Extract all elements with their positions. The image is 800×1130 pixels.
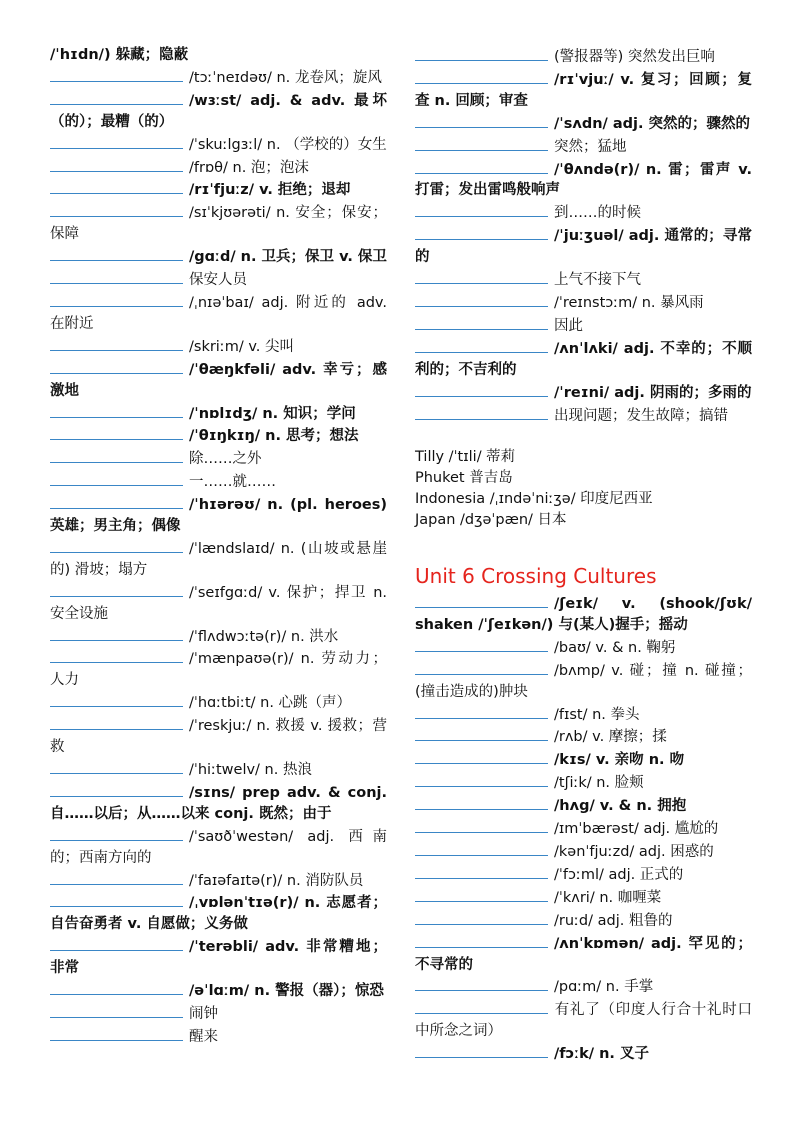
answer-blank[interactable] — [415, 794, 548, 810]
proper-noun: Phuket 普吉岛 — [415, 470, 513, 487]
vocab-entry — [415, 201, 752, 224]
answer-blank[interactable] — [50, 781, 183, 797]
answer-blank[interactable] — [50, 691, 183, 707]
answer-blank[interactable] — [50, 358, 183, 374]
answer-blank[interactable] — [415, 909, 548, 925]
vocab-entry — [50, 758, 387, 781]
vocab-entry — [50, 447, 387, 470]
vocab-text: /ˈreskjuː/ n. 救援 v. 援救；营救 — [50, 718, 387, 756]
vocab-text: 出现问题；发生故障；搞错 — [554, 407, 728, 424]
vocab-entry — [50, 268, 387, 291]
answer-blank[interactable] — [415, 659, 548, 675]
vocab-text: /ˈterəbli/ adv. 非常糟地；非常 — [50, 939, 387, 977]
vocab-entry — [50, 156, 387, 179]
vocab-entry — [415, 794, 752, 817]
vocab-text: /ruːd/ adj. 粗鲁的 — [554, 912, 673, 929]
vocab-text: 闹钟 — [189, 1005, 218, 1022]
answer-blank[interactable] — [415, 592, 548, 608]
vocab-entry — [50, 979, 387, 1002]
answer-blank[interactable] — [50, 1025, 183, 1041]
answer-blank[interactable] — [415, 68, 548, 84]
answer-blank[interactable] — [50, 625, 183, 641]
vocab-text: /ˈhiːtwelv/ n. 热浪 — [189, 762, 312, 778]
vocab-entry — [415, 659, 752, 703]
vocab-entry — [50, 825, 387, 869]
vocab-text: /fɪst/ n. 拳头 — [554, 706, 640, 723]
vocab-entry — [50, 201, 387, 245]
vocab-text: /ˌvɒlənˈtɪə(r)/ n. 志愿者；自告奋勇者 v. 自愿做；义务做 — [50, 895, 387, 933]
answer-blank[interactable] — [50, 935, 183, 951]
vocab-text: /ʌnˈkɒmən/ adj. 罕见的；不寻常的 — [415, 935, 752, 973]
answer-blank[interactable] — [50, 537, 183, 553]
answer-blank[interactable] — [50, 291, 183, 307]
vocab-entry — [415, 268, 752, 291]
answer-blank[interactable] — [415, 404, 548, 420]
answer-blank[interactable] — [50, 714, 183, 730]
vocab-text: (警报器等) 突然发出巨响 — [554, 49, 715, 65]
vocab-entry — [415, 291, 752, 314]
answer-blank[interactable] — [415, 291, 548, 307]
vocab-text: /ʃeɪk/ v. (shook/ʃʊk/ shaken /ˈʃeɪkən/) 与(某人)握手；摇动 — [415, 596, 752, 633]
answer-blank[interactable] — [50, 424, 183, 440]
vocab-text: /ˈsʌdn/ adj. 突然的；骤然的 — [554, 115, 751, 132]
vocab-entry — [50, 1002, 387, 1025]
vocab-entry — [415, 725, 752, 748]
vocab-entry — [415, 158, 752, 202]
vocab-entry — [50, 935, 387, 979]
vocab-text: /ˈθɪŋkɪŋ/ n. 思考；想法 — [189, 428, 359, 445]
answer-blank[interactable] — [50, 825, 183, 841]
vocab-entry — [50, 1025, 387, 1048]
vocab-text: /ˈflʌdwɔːtə(r)/ n. 洪水 — [189, 628, 339, 645]
unit6-entries — [415, 592, 752, 1065]
vocab-entry — [415, 840, 752, 863]
right-entries — [415, 45, 752, 426]
answer-blank[interactable] — [50, 268, 183, 284]
vocab-text: /tɔːˈneɪdəʊ/ n. 龙卷风；旋风 — [189, 69, 382, 86]
answer-blank[interactable] — [415, 886, 548, 902]
answer-blank[interactable] — [415, 45, 548, 61]
vocab-entry — [50, 714, 387, 758]
answer-blank[interactable] — [415, 158, 548, 174]
vocab-text: /əˈlɑːm/ n. 警报（器）；惊恐 — [189, 983, 384, 1000]
vocab-text: /sɪns/ prep adv. & conj. 自……以后；从……以来 conj. 既然；由于 — [50, 784, 387, 822]
vocab-text: /pɑːm/ n. 手掌 — [554, 979, 654, 996]
vocab-text: /tʃiːk/ n. 脸颊 — [554, 775, 644, 792]
vocab-text: /ʌnˈlʌki/ adj. 不幸的；不顺利的；不吉利的 — [415, 340, 752, 378]
vocab-text: /ˈlændslaɪd/ n. (山坡或悬崖的) 滑坡；塌方 — [50, 540, 387, 578]
vocab-entry — [50, 691, 387, 714]
answer-blank[interactable] — [415, 840, 548, 856]
answer-blank[interactable] — [415, 748, 548, 764]
answer-blank[interactable] — [415, 1042, 548, 1058]
vocab-entry — [415, 45, 752, 68]
vocab-text: /ˈθʌndə(r)/ n. 雷；雷声 v. 打雷；发出雷鸣般响声 — [415, 161, 752, 199]
vocab-entry — [50, 891, 387, 935]
vocab-text: /ˈθæŋkfəli/ adv. 幸亏；感激地 — [50, 361, 387, 399]
vocab-text: /rɪˈfjuːz/ v. 拒绝；退却 — [189, 182, 351, 199]
vocab-text: 醒来 — [189, 1028, 218, 1045]
vocab-text: 保安人员 — [189, 272, 247, 289]
vocab-entry — [415, 68, 752, 112]
answer-blank[interactable] — [50, 758, 183, 774]
proper-noun: Japan /dʒəˈpæn/ 日本 — [415, 512, 567, 529]
answer-blank[interactable] — [415, 975, 548, 991]
vocab-entry — [50, 66, 387, 89]
vocab-text: /sɪˈkjʊərəti/ n. 安全；保安；保障 — [50, 205, 387, 243]
answer-blank[interactable] — [50, 1002, 183, 1018]
vocab-text: 除……之外 — [189, 451, 262, 468]
vocab-text: /ˈhɪdn/) 躲藏；隐蔽 — [50, 47, 189, 63]
vocab-entry — [50, 178, 387, 201]
answer-blank[interactable] — [415, 135, 548, 151]
vocab-text: /ˈhɑːtbiːt/ n. 心跳（声） — [189, 695, 352, 712]
vocab-text: /bʌmp/ v. 碰；撞 n. 碰撞；(撞击造成的)肿块 — [415, 662, 752, 700]
vocab-entry — [50, 581, 387, 625]
vocab-entry — [415, 592, 752, 636]
answer-blank[interactable] — [415, 703, 548, 719]
vocab-text: /ɪmˈbærəst/ adj. 尴尬的 — [554, 821, 719, 838]
vocab-text: /ˈreɪnstɔːm/ n. 暴风雨 — [554, 294, 704, 311]
answer-blank[interactable] — [50, 979, 183, 995]
proper-noun-list — [415, 447, 752, 531]
vocab-entry — [415, 771, 752, 794]
answer-blank[interactable] — [415, 224, 548, 240]
vocab-text: /rʌb/ v. 摩擦；揉 — [554, 729, 667, 746]
vocab-text: 有礼了（印度人行合十礼时口中所念之词） — [415, 1002, 752, 1040]
vocab-entry — [50, 358, 387, 402]
vocab-entry — [50, 402, 387, 425]
vocab-entry — [50, 424, 387, 447]
vocab-entry — [415, 314, 752, 337]
answer-blank[interactable] — [50, 89, 183, 105]
vocab-entry — [415, 112, 752, 135]
vocab-entry — [50, 335, 387, 358]
answer-blank[interactable] — [415, 337, 548, 353]
answer-blank[interactable] — [50, 245, 183, 261]
vocab-text: /ˈfaɪəfaɪtə(r)/ n. 消防队员 — [189, 872, 364, 889]
vocab-entry — [415, 404, 752, 427]
vocab-entry — [50, 245, 387, 268]
answer-blank[interactable] — [50, 447, 183, 463]
vocab-text: 上气不接下气 — [554, 272, 641, 289]
vocab-entry — [415, 381, 752, 404]
answer-blank[interactable] — [50, 133, 183, 149]
proper-noun: Tilly /ˈtɪli/ 蒂莉 — [415, 449, 516, 466]
answer-blank[interactable] — [415, 314, 548, 330]
vocab-entry — [50, 133, 387, 156]
proper-noun: Indonesia /ˌɪndəˈniːʒə/ 印度尼西亚 — [415, 491, 653, 508]
vocab-text: 因此 — [554, 317, 583, 334]
answer-blank[interactable] — [50, 156, 183, 172]
vocab-entry — [415, 886, 752, 909]
vocab-text: /gɑːd/ n. 卫兵；保卫 v. 保卫 — [189, 249, 387, 266]
vocab-entry — [415, 998, 752, 1042]
vocab-text: /kənˈfjuːzd/ adj. 困惑的 — [554, 844, 714, 860]
answer-blank[interactable] — [415, 725, 548, 741]
answer-blank[interactable] — [415, 863, 548, 879]
vocab-text: /skriːm/ v. 尖叫 — [189, 338, 295, 355]
vocab-text: /ˈnɒlɪdʒ/ n. 知识；学问 — [189, 405, 356, 422]
vocab-text: 到……的时候 — [554, 205, 641, 222]
vocab-text: /ˈjuːʒuəl/ adj. 通常的；寻常的 — [415, 228, 752, 266]
vocab-entry — [50, 869, 387, 892]
answer-blank[interactable] — [415, 381, 548, 397]
answer-blank[interactable] — [50, 335, 183, 351]
vocab-entry — [50, 45, 387, 66]
vocab-text: /rɪˈvjuː/ v. 复习；回顾；复查 n. 回顾；审查 — [415, 71, 752, 109]
vocab-entry — [415, 337, 752, 381]
vocab-text: /ˈmænpaʊə(r)/ n. 劳动力；人力 — [50, 651, 387, 689]
answer-blank[interactable] — [50, 402, 183, 418]
unit-title: Unit 6 Crossing Cultures — [415, 564, 657, 589]
answer-blank[interactable] — [50, 869, 183, 885]
answer-blank[interactable] — [50, 891, 183, 907]
answer-blank[interactable] — [50, 581, 183, 597]
answer-blank[interactable] — [50, 493, 183, 509]
vocab-text: /hʌg/ v. & n. 拥抱 — [554, 798, 687, 815]
vocab-text: /wɜːst/ adj. & adv. 最坏（的）；最糟（的） — [50, 92, 387, 130]
vocab-entry — [415, 135, 752, 158]
answer-blank[interactable] — [50, 66, 183, 82]
right-column — [415, 45, 752, 1065]
vocab-text: /frɒθ/ n. 泡；泡沫 — [189, 159, 309, 176]
vocab-text: /ˈskuːlgɜːl/ n. （学校的）女生 — [189, 136, 387, 153]
vocab-entry — [415, 224, 752, 268]
vocab-entry — [415, 975, 752, 998]
vocab-entry — [415, 932, 752, 976]
answer-blank[interactable] — [50, 178, 183, 194]
answer-blank[interactable] — [415, 201, 548, 217]
vocab-entry — [415, 703, 752, 726]
vocab-text: /ˌnɪəˈbaɪ/ adj. 附近的 adv. 在附近 — [50, 294, 387, 332]
answer-blank[interactable] — [50, 470, 183, 486]
vocab-text: 突然；猛地 — [554, 138, 627, 155]
vocab-text: /ˈsaʊðˈwestən/ adj. 西南的；西南方向的 — [50, 828, 387, 866]
vocab-entry — [50, 781, 387, 825]
answer-blank[interactable] — [415, 112, 548, 128]
vocab-entry — [50, 647, 387, 691]
vocab-text: 一……就…… — [189, 474, 276, 491]
vocab-text: /ˈhɪərəʊ/ n. (pl. heroes) 英雄；男主角；偶像 — [50, 497, 387, 535]
vocab-entry — [50, 493, 387, 537]
left-column — [50, 45, 387, 1048]
vocab-entry — [50, 537, 387, 581]
vocab-text: /kɪs/ v. 亲吻 n. 吻 — [554, 752, 685, 769]
answer-blank[interactable] — [50, 201, 183, 217]
answer-blank[interactable] — [50, 647, 183, 663]
vocab-entry — [415, 1042, 752, 1065]
vocab-entry — [50, 625, 387, 648]
answer-blank[interactable] — [415, 771, 548, 787]
vocab-text: /ˈfɔːml/ adj. 正式的 — [554, 866, 684, 883]
vocab-text: /ˈkʌri/ n. 咖喱菜 — [554, 889, 662, 906]
vocab-entry — [415, 909, 752, 932]
answer-blank[interactable] — [415, 817, 548, 833]
vocab-text: /ˈseɪfgɑːd/ v. 保护；捍卫 n. 安全设施 — [50, 584, 387, 622]
vocab-entry — [415, 636, 752, 659]
vocab-entry — [50, 291, 387, 335]
vocab-text: /ˈreɪni/ adj. 阴雨的；多雨的 — [554, 384, 752, 401]
vocab-entry — [50, 470, 387, 493]
vocab-text: /baʊ/ v. & n. 鞠躬 — [554, 639, 676, 656]
vocab-entry — [415, 748, 752, 771]
vocab-text: /fɔːk/ n. 叉子 — [554, 1046, 649, 1063]
vocab-entry — [415, 817, 752, 840]
answer-blank[interactable] — [415, 932, 548, 948]
vocab-entry — [50, 89, 387, 133]
answer-blank[interactable] — [415, 636, 548, 652]
answer-blank[interactable] — [415, 268, 548, 284]
answer-blank[interactable] — [415, 998, 548, 1014]
vocab-entry — [415, 863, 752, 886]
